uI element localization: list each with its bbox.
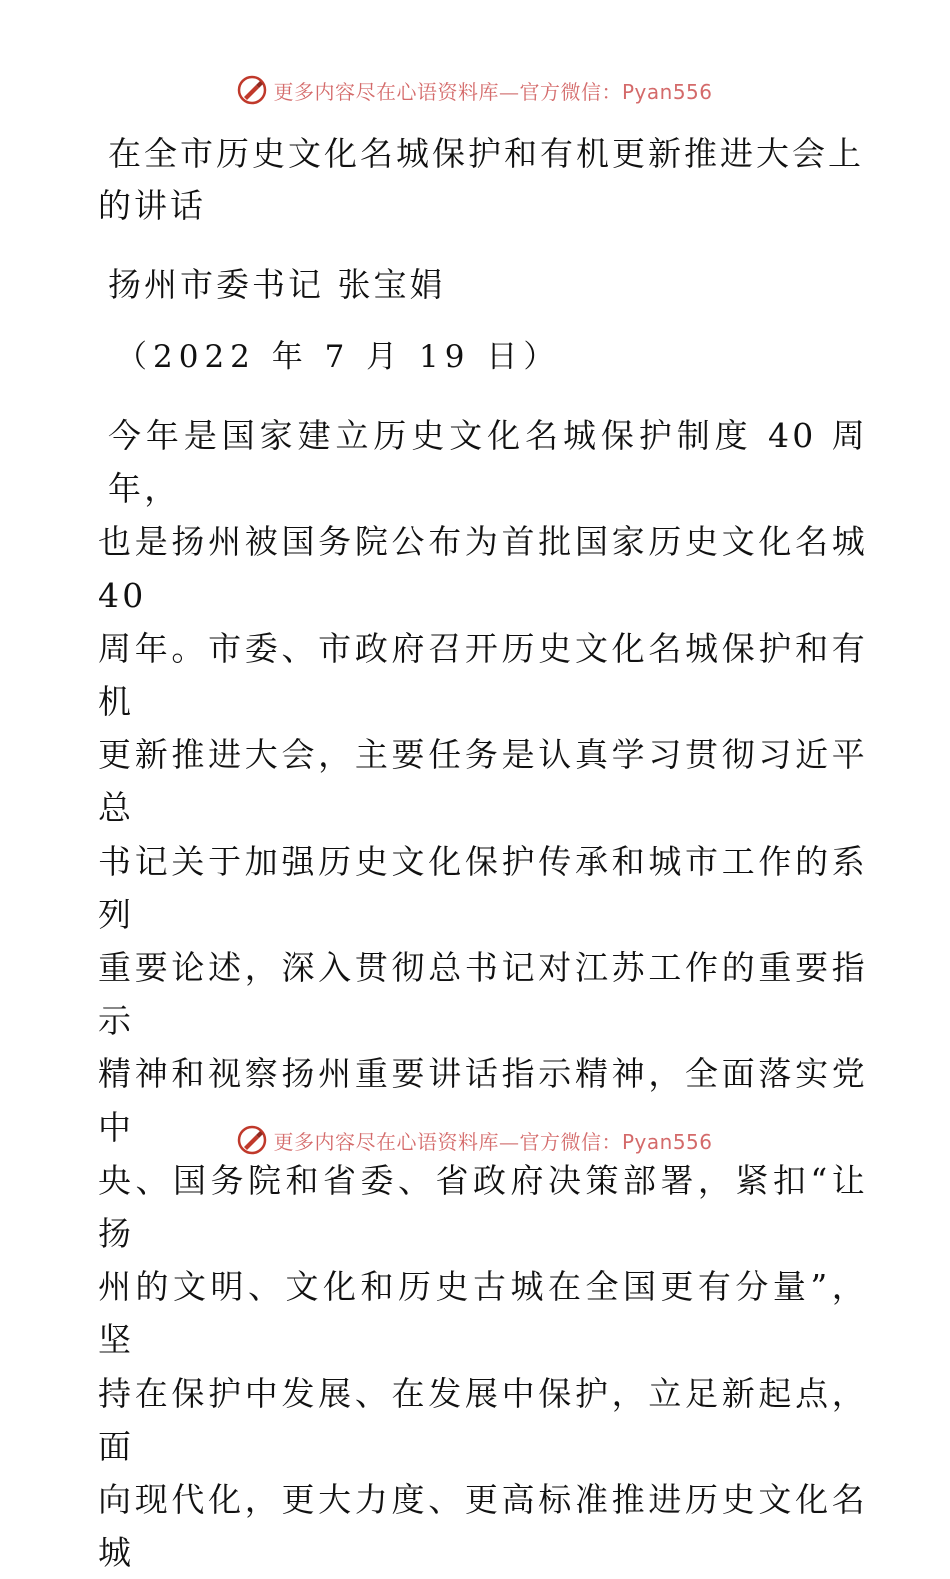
paragraph-line: 书记关于加强历史文化保护传承和城市工作的系列 <box>98 841 868 934</box>
paragraph-line: 也是扬州被国务院公布为首批国家历史文化名城 40 <box>98 522 868 615</box>
date-line: （2022 年 7 月 19 日） <box>116 339 561 375</box>
title-line-2: 的讲话 <box>98 186 206 225</box>
document-title <box>98 128 868 232</box>
paragraph-line: 精神和视察扬州重要讲话指示精神，全面落实党中 <box>98 1054 868 1147</box>
pen-logo-icon <box>237 75 267 105</box>
paragraph-line: 更新推进大会，主要任务是认真学习贯彻习近平总 <box>98 735 868 828</box>
watermark-text: 更多内容尽在心语资料库—官方微信：Pyan556 <box>273 79 713 104</box>
paragraph-line: 州的文明、文化和历史古城在全国更有分量”，坚 <box>98 1267 868 1360</box>
speech-paragraph <box>98 409 868 1579</box>
paragraph-line: 重要论述，深入贯彻总书记对江苏工作的重要指示 <box>98 948 868 1041</box>
header-watermark <box>0 70 950 110</box>
paragraph-line: 向现代化，更大力度、更高标准推进历史文化名城 <box>98 1480 868 1573</box>
footer-watermark <box>0 1120 950 1160</box>
document-body <box>98 128 868 1579</box>
paragraph-line: 周年。市委、市政府召开历史文化名城保护和有机 <box>98 628 868 722</box>
watermark-text: 更多内容尽在心语资料库—官方微信：Pyan556 <box>273 1129 713 1154</box>
title-line-1: 在全市历史文化名城保护和有机更新推进大会上 <box>108 134 864 173</box>
author-line: 扬州市委书记 张宝娟 <box>108 265 446 304</box>
paragraph-line: 今年是国家建立历史文化名城保护制度 40 周年， <box>108 416 868 509</box>
paragraph-line: 央、国务院和省委、省政府决策部署，紧扣“让扬 <box>98 1160 868 1254</box>
paragraph-line: 持在保护中发展、在发展中保护，立足新起点，面 <box>98 1373 868 1466</box>
pen-logo-icon <box>237 1125 267 1155</box>
